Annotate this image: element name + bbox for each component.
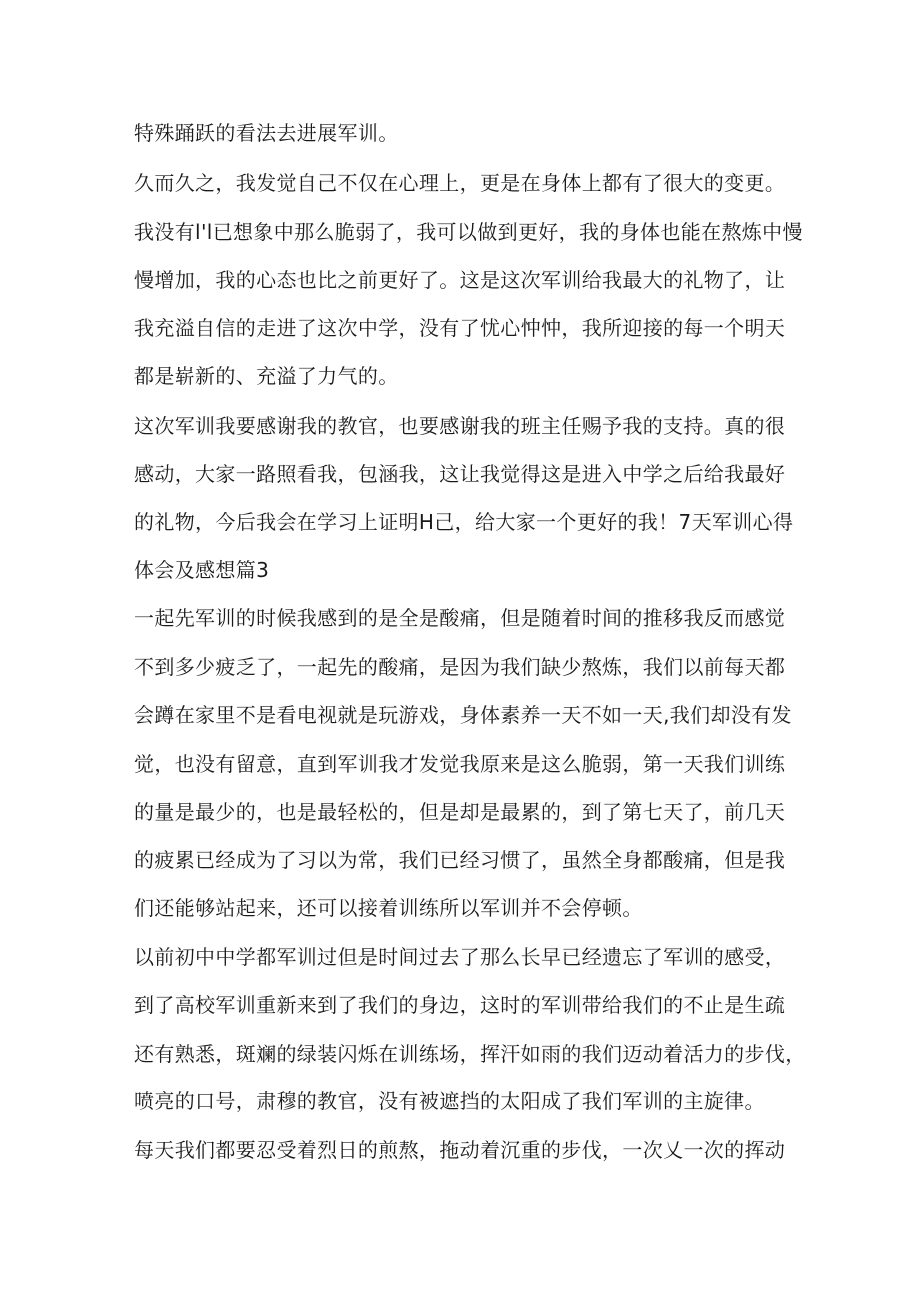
text-line: 的疲累已经成为了习以为常，我们已经习惯了，虽然全身都酸痛，但是我 — [134, 848, 786, 872]
text-line: 都是崭新的、充溢了力气的。 — [134, 364, 399, 388]
text-line: 一起先军训的时候我感到的是全是酸痛，但是随着时间的推移我反而感觉 — [134, 606, 786, 630]
text-line: 我没有l'l已想象中那么脆弱了，我可以做到更好，我的身体也能在熬炼中慢 — [134, 220, 803, 244]
text-line: 感动，大家一路照看我，包涵我，这让我觉得这是进入中学之后给我最好 — [134, 462, 786, 486]
text-line: 体会及感想篇3 — [134, 558, 270, 582]
text-line: 不到多少疲乏了，一起先的酸痛，是因为我们缺少熬炼，我们以前每天都 — [134, 655, 786, 679]
text-line: 喷亮的口号，肃穆的教官，没有被遮挡的太阳成了我们军训的主旋律。 — [134, 1089, 765, 1113]
text-line: 我充溢自信的走进了这次中学，没有了忧心忡忡，我所迎接的每一个明天 — [134, 316, 786, 340]
text-line: 觉，也没有留意，直到军训我才发觉我原来是这么脆弱，第一天我们训练 — [134, 752, 786, 776]
text-line: 久而久之，我发觉自己不仅在心理上，更是在身体上都有了很大的变更。 — [134, 171, 786, 195]
text-line: 们还能够站起来，还可以接着训练所以军训并不会停顿。 — [134, 896, 643, 920]
text-line: 这次军训我要感谢我的教官，也要感谢我的班主任赐予我的支持。真的很 — [134, 414, 786, 438]
text-line: 的量是最少的，也是最轻松的，但是却是最累的，到了第七天了，前几天 — [134, 800, 786, 824]
text-line: 到了高校军训重新来到了我们的身边，这时的军训带给我们的不止是生疏 — [134, 993, 786, 1017]
text-line: 还有熟悉，斑斓的绿装闪烁在训练场，挥汗如雨的我们迈动着活力的步伐， — [134, 1042, 806, 1066]
text-line: 每天我们都要忍受着烈日的煎熬，拖动着沉重的步伐，一次乂一次的挥动 — [134, 1138, 786, 1162]
text-line: 慢增加，我的心态也比之前更好了。这是这次军训给我最大的礼物了，让 — [134, 268, 786, 292]
text-line: 以前初中中学都军训过但是时间过去了那么长早已经遗忘了军训的感受， — [134, 945, 786, 969]
text-line: 会蹲在家里不是看电视就是玩游戏，身体素养一天不如一天,我们却没有发 — [134, 703, 792, 727]
text-line: 特殊踊跃的看法去进展军训。 — [134, 121, 399, 145]
text-line: 的礼物，今后我会在学习上证明H己，给大家一个更好的我！7天军训心得 — [134, 510, 794, 534]
